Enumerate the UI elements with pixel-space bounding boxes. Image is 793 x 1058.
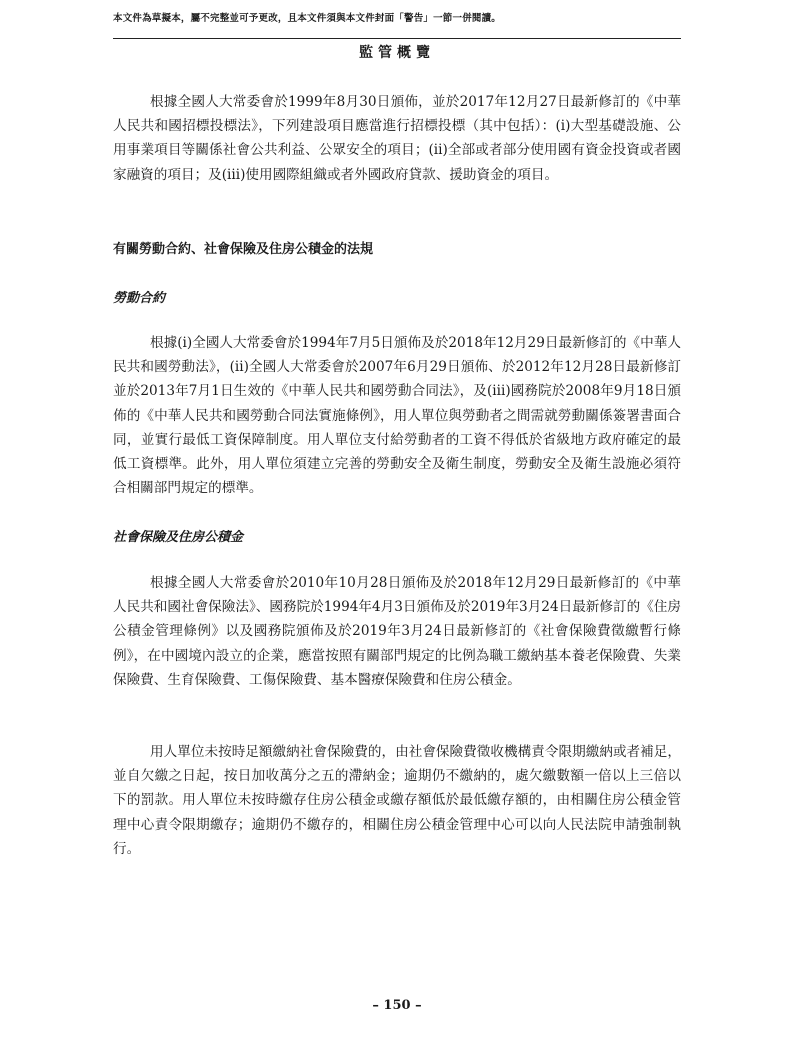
- paragraph-labour-contracts: 根據(i)全國人大常委會於1994年7月5日頒佈及於2018年12月29日最新修訂的《中華人民共和國勞動法》，(ii)全國人大常委會於2007年6月29日頒佈、於2012年12月28日最新修訂並於2013年7月1日生效的《中華人民共和國勞動合同法》，及(iii)國務院於2008年9月18日頒佈的《中華人民共和國勞動合同法實施條例》，用人單位與勞動者之間需就勞動關係簽署書面合同，並實行最低工資保障制度。用人單位支付給勞動者的工資不得低於省級地方政府確定的最低工資標準。此外，用人單位須建立完善的勞動安全及衛生制度，勞動安全及衛生設施必須符合相關部門規定的標準。: [113, 335, 681, 497]
- paragraph-social-insurance: 根據全國人大常委會於2010年10月28日頒佈及於2018年12月29日最新修訂的《中華人民共和國社會保險法》、國務院於1994年4月3日頒佈及於2019年3月24日最新修訂的《住房公積金管理條例》以及國務院頒佈及於2019年3月24日最新修訂的《社會保險費徵繳暫行條例》，在中國境內設立的企業，應當按照有關部門規定的比例為職工繳納基本養老保險費、失業保險費、生育保險費、工傷保險費、基本醫療保險費和住房公積金。: [113, 575, 681, 688]
- subheading-labour-contracts: 勞動合約: [113, 291, 166, 306]
- subheading-social-insurance: 社會保險及住房公積金: [113, 530, 244, 545]
- section-title: 監管概覽: [359, 45, 435, 61]
- heading-labour-regulations: 有關勞動合約、社會保險及住房公積金的法規: [113, 242, 374, 257]
- header-divider: [113, 38, 681, 39]
- paragraph-contribution-penalties: 用人單位未按時足額繳納社會保險費的，由社會保險費徵收機構責令限期繳納或者補足，並自欠繳之日起，按日加收萬分之五的滯納金；逾期仍不繳納的，處欠繳數額一倍以上三倍以下的罰款。用人單位未按時繳存住房公積金或繳存額低於最低繳存額的，由相關住房公積金管理中心責令限期繳存；逾期仍不繳存的，相關住房公積金管理中心可以向人民法院申請強制執行。: [113, 744, 681, 857]
- draft-warning-banner: 本文件為草擬本，屬不完整並可予更改，且本文件須與本文件封面「警告」一節一併閱讀。: [113, 13, 502, 24]
- paragraph-tendering-law: 根據全國人大常委會於1999年8月30日頒佈，並於2017年12月27日最新修訂的《中華人民共和國招標投標法》，下列建設項目應當進行招標投標（其中包括）：(i)大型基礎設施、公用事業項目等關係社會公共利益、公眾安全的項目；(ii)全部或者部分使用國有資金投資或者國家融資的項目；及(iii)使用國際組織或者外國政府貸款、援助資金的項目。: [113, 94, 681, 183]
- page-number: – 150 –: [372, 998, 422, 1013]
